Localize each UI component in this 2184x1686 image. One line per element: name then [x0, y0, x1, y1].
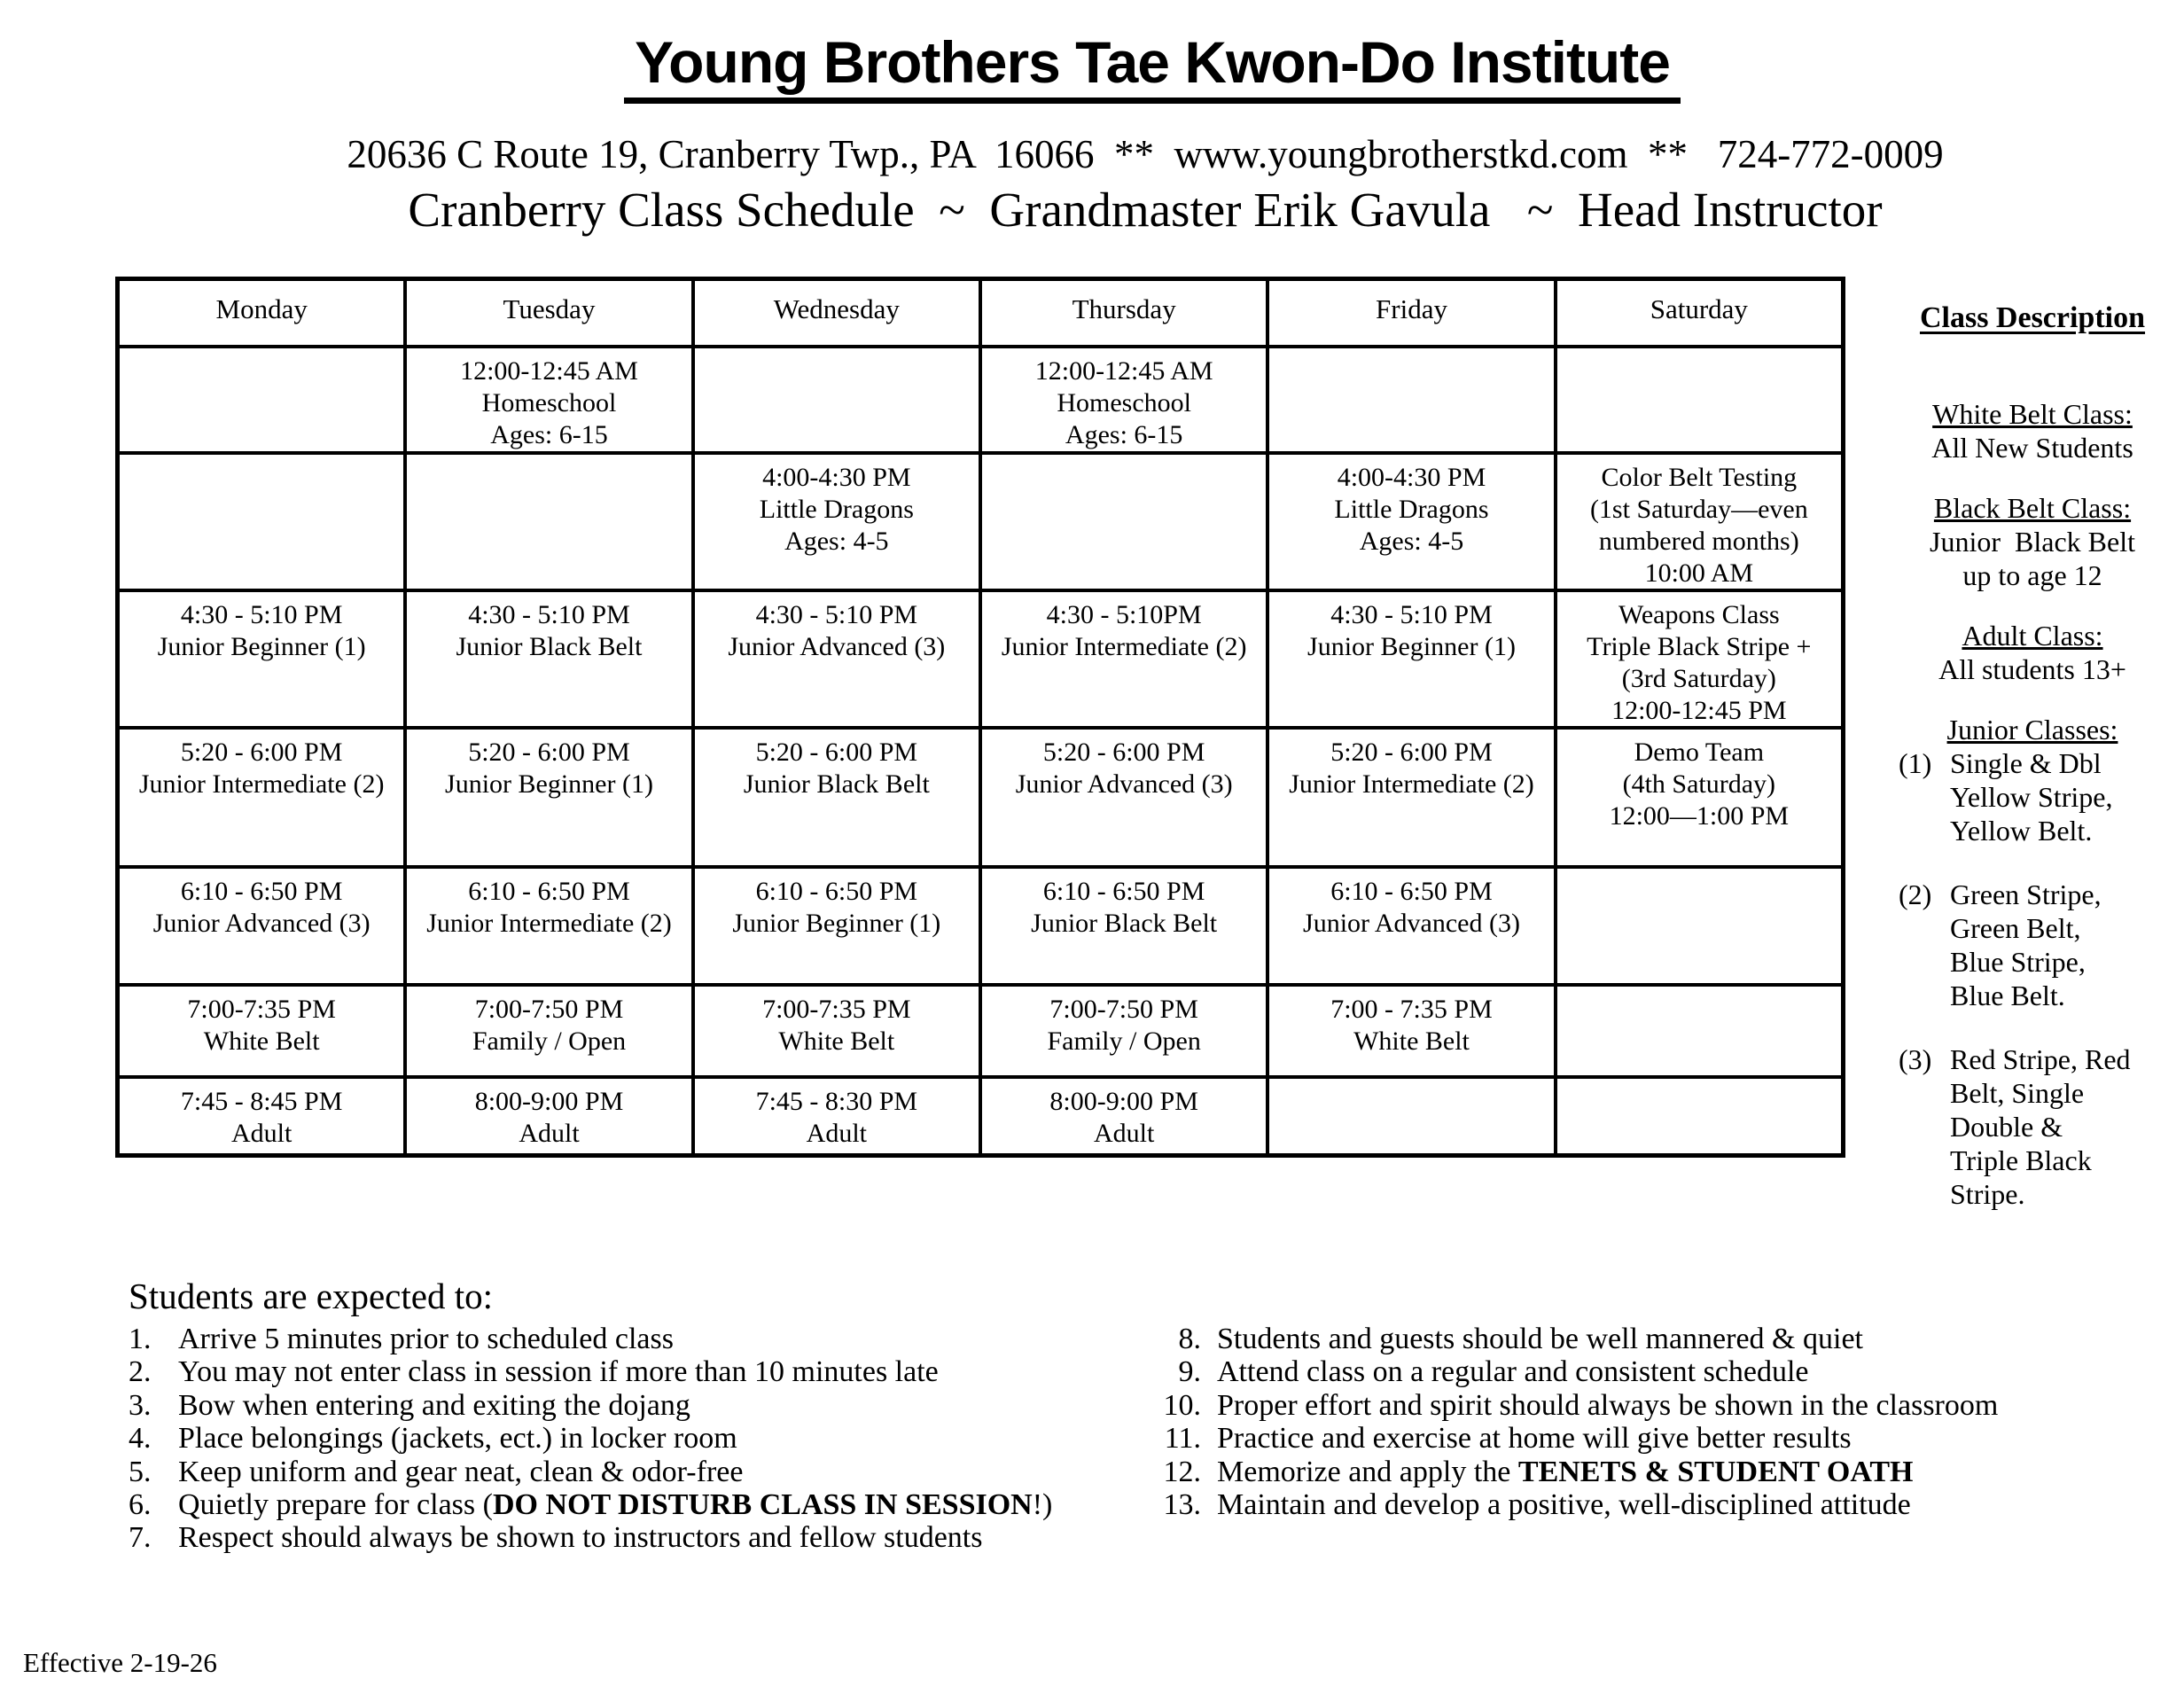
schedule-cell-r3-c6 [1556, 590, 1843, 728]
section-title: Adult Class: [1962, 620, 2103, 652]
expectation-number: 6. [129, 1488, 152, 1522]
section-line: up to age 12 [1962, 559, 2102, 591]
schedule-cell-r7-c3 [693, 1077, 980, 1155]
schedule-cell-line: 7:00 - 7:35 PM [1330, 995, 1493, 1024]
expectation-item [129, 1422, 1174, 1455]
section-title: Black Belt Class: [1933, 492, 2132, 524]
schedule-cell-line: 12:00—1:00 PM [1609, 801, 1790, 831]
schedule-cell-r3-c2 [405, 590, 692, 728]
expectation-number: 1. [129, 1323, 152, 1355]
schedule-cell-line: 4:00-4:30 PM [762, 463, 911, 492]
junior-class-line: Single & Dbl [1950, 747, 2102, 779]
schedule-cell-r4-c2 [405, 728, 692, 867]
expectations-right-column [1146, 1323, 2184, 1521]
schedule-cell-r7-c6 [1556, 1077, 1843, 1155]
expectation-number: 8. [1178, 1323, 1201, 1355]
schedule-cell-line: Junior Intermediate (2) [1289, 769, 1534, 799]
day-header-wednesday: Wednesday [693, 279, 980, 347]
schedule-cell-line: Junior Beginner (1) [732, 909, 941, 938]
schedule-cell-line: Weapons Class [1618, 600, 1780, 629]
schedule-cell-line: Junior Beginner (1) [445, 769, 653, 799]
expectation-item [129, 1521, 1174, 1554]
schedule-cell-line: White Belt [778, 1026, 895, 1056]
schedule-cell-line: 10:00 AM [1644, 558, 1754, 588]
expectation-item [1146, 1389, 2184, 1422]
expectation-number: 2. [129, 1355, 152, 1389]
schedule-cell-line: Junior Intermediate (2) [426, 909, 672, 938]
schedule-cell-line: Ages: 6-15 [490, 420, 608, 449]
expectation-number: 10. [1163, 1388, 1201, 1422]
expectation-number: 11. [1164, 1422, 1201, 1456]
section-title: White Belt Class: [1932, 398, 2133, 430]
expectation-item [129, 1323, 1174, 1355]
address-line: 20636 C Route 19, Cranberry Twp., PA 16066 ** www.youngbrotherstkd.com ** 724-772-0009 [347, 132, 1944, 176]
expectation-text: Place belongings (jackets, ect.) in locker room [178, 1422, 737, 1456]
schedule-cell-r7-c4 [980, 1077, 1268, 1155]
schedule-cell-line: 7:00-7:50 PM [1049, 995, 1198, 1024]
schedule-cell-r5-c1 [118, 867, 405, 985]
schedule-cell-line: Triple Black Stripe + [1587, 632, 1812, 661]
expectation-text: You may not enter class in session if more than 10 minutes late [178, 1355, 939, 1389]
schedule-cell-line: Homeschool [481, 388, 617, 418]
junior-class-number: (1) [1899, 747, 1932, 779]
schedule-cell-line: Junior Advanced (3) [728, 632, 946, 661]
junior-class-line: Red Stripe, Red [1950, 1043, 2131, 1075]
schedule-cell-line: Ages: 4-5 [784, 527, 889, 556]
schedule-cell-line: Junior Advanced (3) [1303, 909, 1520, 938]
schedule-cell-r3-c5 [1268, 590, 1555, 728]
expectation-number: 7. [129, 1521, 152, 1555]
effective-date: Effective 2-19-26 [23, 1647, 217, 1678]
junior-class-text [1950, 1042, 2166, 1211]
schedule-cell-r4-c3 [693, 728, 980, 867]
expectation-item [129, 1456, 1174, 1488]
schedule-cell-line: 12:00-12:45 PM [1611, 696, 1787, 725]
expectation-item [1146, 1422, 2184, 1455]
schedule-grid [115, 277, 1845, 1158]
expectation-text: Students and guests should be well mannered & quiet [1217, 1323, 1863, 1355]
schedule-cell-r3-c4 [980, 590, 1268, 728]
schedule-cell-r2-c1 [118, 453, 405, 590]
expectation-number: 12. [1163, 1455, 1201, 1488]
section-line: All students 13+ [1938, 653, 2126, 685]
schedule-cell-line: Junior Advanced (3) [1015, 769, 1233, 799]
section-line: Junior Black Belt [1930, 526, 2135, 558]
class-description-section [1899, 713, 2166, 1211]
schedule-cell-line: Junior Intermediate (2) [138, 769, 385, 799]
schedule-cell-line: 4:30 - 5:10 PM [468, 600, 630, 629]
junior-class-line: Yellow Stripe, [1950, 781, 2113, 813]
junior-class-line: Yellow Belt. [1950, 815, 2093, 847]
junior-class-line: Blue Belt. [1950, 980, 2065, 1011]
schedule-cell-r2-c6 [1556, 453, 1843, 590]
schedule-cell-line: 7:00-7:35 PM [187, 995, 336, 1024]
junior-class-item [1899, 1042, 2166, 1211]
class-description-section [1899, 397, 2166, 464]
expectation-text: Keep uniform and gear neat, clean & odor-free [178, 1455, 744, 1488]
schedule-cell-r6-c2 [405, 985, 692, 1077]
class-description-sections [1899, 397, 2166, 1211]
class-description-section [1899, 491, 2166, 592]
schedule-cell-line: Family / Open [1047, 1026, 1201, 1056]
schedule-cell-line: Junior Beginner (1) [157, 632, 366, 661]
schedule-cell-line: Homeschool [1057, 388, 1191, 418]
schedule-cell-line: Adult [806, 1119, 867, 1148]
schedule-cell-line: 7:45 - 8:45 PM [180, 1087, 343, 1116]
schedule-cell-r5-c3 [693, 867, 980, 985]
expectation-item [129, 1488, 1174, 1521]
junior-class-number: (2) [1899, 878, 1932, 910]
schedule-cell-line: 6:10 - 6:50 PM [180, 877, 343, 906]
junior-class-text [1950, 746, 2166, 847]
day-header-friday: Friday [1268, 279, 1555, 347]
schedule-cell-line: Little Dragons [759, 495, 914, 524]
schedule-cell-line: 12:00-12:45 AM [1034, 356, 1213, 386]
junior-class-item [1899, 746, 2166, 847]
schedule-cell-r6-c5 [1268, 985, 1555, 1077]
schedule-cell-line: Junior Intermediate (2) [1001, 632, 1247, 661]
schedule-cell-line: Adult [519, 1119, 580, 1148]
expectation-number: 3. [129, 1388, 152, 1422]
schedule-cell-r3-c3 [693, 590, 980, 728]
schedule-cell-r4-c6 [1556, 728, 1843, 867]
day-header-saturday: Saturday [1556, 279, 1843, 347]
day-header-monday: Monday [118, 279, 405, 347]
schedule-cell-r2-c4 [980, 453, 1268, 590]
schedule-cell-line: Junior Black Belt [456, 632, 643, 661]
expectation-item [129, 1389, 1174, 1422]
schedule-cell-line: 5:20 - 6:00 PM [180, 738, 343, 767]
schedule-cell-r5-c2 [405, 867, 692, 985]
schedule-cell-line: 6:10 - 6:50 PM [755, 877, 918, 906]
junior-class-line: Belt, Single [1950, 1077, 2085, 1109]
junior-class-line: Green Stripe, [1950, 878, 2102, 910]
schedule-cell-line: Family / Open [472, 1026, 627, 1056]
schedule-cell-line: 5:20 - 6:00 PM [1042, 738, 1205, 767]
schedule-cell-line: 8:00-9:00 PM [474, 1087, 624, 1116]
expectation-number: 5. [129, 1455, 152, 1488]
expectation-number: 4. [129, 1422, 152, 1456]
expectation-text: Practice and exercise at home will give better results [1217, 1422, 1852, 1456]
schedule-cell-line: 4:30 - 5:10PM [1046, 600, 1202, 629]
schedule-title-line: Cranberry Class Schedule ~ Grandmaster Erik Gavula ~ Head Instructor [408, 183, 1883, 237]
expectation-text: Respect should always be shown to instructors and fellow students [178, 1521, 983, 1555]
expectation-item [1146, 1355, 2184, 1388]
expectation-item [129, 1355, 1174, 1388]
class-description-sidebar [1899, 301, 2166, 1237]
expectations-list-left [129, 1323, 1174, 1555]
schedule-cell-line: White Belt [1353, 1026, 1470, 1056]
schedule-cell-line: Little Dragons [1334, 495, 1489, 524]
schedule-cell-r6-c4 [980, 985, 1268, 1077]
expectation-item [1146, 1323, 2184, 1355]
schedule-cell-r4-c1 [118, 728, 405, 867]
schedule-cell-r1-c6 [1556, 347, 1843, 453]
schedule-cell-line: 5:20 - 6:00 PM [1330, 738, 1493, 767]
schedule-cell-r7-c1 [118, 1077, 405, 1155]
schedule-cell-r2-c3 [693, 453, 980, 590]
day-header-thursday: Thursday [980, 279, 1268, 347]
schedule-cell-r4-c4 [980, 728, 1268, 867]
junior-class-line: Green Belt, [1950, 912, 2081, 944]
expectation-item [1146, 1488, 2184, 1521]
schedule-cell-line: 8:00-9:00 PM [1049, 1087, 1198, 1116]
schedule-cell-r6-c6 [1556, 985, 1843, 1077]
junior-class-item [1899, 878, 2166, 1012]
schedule-cell-line: (1st Saturday—even [1589, 495, 1808, 524]
expectation-text: Maintain and develop a positive, well-disciplined attitude [1217, 1488, 1911, 1522]
junior-class-line: Double & [1950, 1111, 2063, 1143]
expectation-text: Bow when entering and exiting the dojang [178, 1388, 690, 1422]
section-title: Junior Classes: [1946, 714, 2118, 745]
junior-class-line: Triple Black [1950, 1144, 2092, 1176]
schedule-cell-line: 4:30 - 5:10 PM [180, 600, 343, 629]
schedule-cell-r5-c6 [1556, 867, 1843, 985]
expectations-left-column [129, 1277, 1174, 1555]
expectations-list-right [1146, 1323, 2184, 1521]
expectations-heading: Students are expected to: [129, 1276, 494, 1316]
page-title: Young Brothers Tae Kwon-Do Institute [624, 30, 1681, 104]
schedule-cell-line: Adult [230, 1119, 292, 1148]
schedule-cell-r1-c5 [1268, 347, 1555, 453]
schedule-cell-r3-c1 [118, 590, 405, 728]
class-description-section [1899, 619, 2166, 686]
schedule-cell-line: 6:10 - 6:50 PM [468, 877, 630, 906]
schedule-cell-line: 6:10 - 6:50 PM [1042, 877, 1205, 906]
schedule-cell-line: Ages: 6-15 [1065, 420, 1183, 449]
schedule-cell-line: Junior Advanced (3) [152, 909, 370, 938]
schedule-cell-r1-c3 [693, 347, 980, 453]
schedule-cell-r7-c5 [1268, 1077, 1555, 1155]
schedule-cell-line: Color Belt Testing [1601, 463, 1798, 492]
junior-class-text [1950, 878, 2166, 1012]
expectation-text: Memorize and apply the TENETS & STUDENT OATH [1217, 1455, 1914, 1488]
schedule-cell-line: 7:45 - 8:30 PM [755, 1087, 918, 1116]
schedule-cell-line: Junior Beginner (1) [1307, 632, 1516, 661]
schedule-cell-line: Adult [1093, 1119, 1155, 1148]
schedule-cell-line: 12:00-12:45 AM [460, 356, 638, 386]
schedule-cell-line: Junior Black Belt [743, 769, 930, 799]
schedule-cell-line: Junior Black Belt [1031, 909, 1218, 938]
schedule-cell-r5-c4 [980, 867, 1268, 985]
schedule-cell-r6-c1 [118, 985, 405, 1077]
schedule-cell-line: 4:00-4:30 PM [1337, 463, 1486, 492]
section-line: All New Students [1931, 432, 2133, 464]
schedule-cell-r1-c1 [118, 347, 405, 453]
expectation-text: Attend class on a regular and consistent schedule [1217, 1355, 1809, 1389]
junior-class-line: Stripe. [1950, 1178, 2025, 1210]
schedule-cell-line: 5:20 - 6:00 PM [755, 738, 918, 767]
schedule-cell-r1-c2 [405, 347, 692, 453]
expectation-text: Proper effort and spirit should always be shown in the classroom [1217, 1388, 1999, 1422]
schedule-cell-r6-c3 [693, 985, 980, 1077]
schedule-cell-r7-c2 [405, 1077, 692, 1155]
schedule-cell-line: 6:10 - 6:50 PM [1330, 877, 1493, 906]
junior-class-line: Blue Stripe, [1950, 946, 2086, 978]
schedule-cell-line: 4:30 - 5:10 PM [755, 600, 918, 629]
schedule-cell-r2-c2 [405, 453, 692, 590]
schedule-cell-line: 4:30 - 5:10 PM [1330, 600, 1493, 629]
schedule-cell-line: Ages: 4-5 [1359, 527, 1464, 556]
schedule-cell-line: 7:00-7:50 PM [474, 995, 624, 1024]
schedule-cell-line: White Belt [203, 1026, 320, 1056]
schedule-cell-line: (3rd Saturday) [1621, 664, 1776, 693]
expectation-number: 13. [1163, 1488, 1201, 1522]
schedule-cell-line: Demo Team [1634, 738, 1765, 767]
schedule-cell-line: numbered months) [1598, 527, 1799, 556]
expectation-item [1146, 1456, 2184, 1488]
junior-class-number: (3) [1899, 1043, 1932, 1075]
expectation-text: Arrive 5 minutes prior to scheduled class [178, 1323, 674, 1355]
schedule-cell-line: (4th Saturday) [1622, 769, 1776, 799]
expectation-number: 9. [1178, 1355, 1201, 1389]
day-header-tuesday: Tuesday [405, 279, 692, 347]
class-description-heading: Class Description [1919, 301, 2146, 334]
expectation-text: Quietly prepare for class (DO NOT DISTURB CLASS IN SESSION!) [178, 1488, 1053, 1522]
document-header [106, 14, 2184, 120]
schedule-cell-r4-c5 [1268, 728, 1555, 867]
schedule-cell-line: 7:00-7:35 PM [762, 995, 911, 1024]
schedule-cell-r5-c5 [1268, 867, 1555, 985]
schedule-cell-r1-c4 [980, 347, 1268, 453]
schedule-cell-r2-c5 [1268, 453, 1555, 590]
schedule-cell-line: 5:20 - 6:00 PM [468, 738, 630, 767]
